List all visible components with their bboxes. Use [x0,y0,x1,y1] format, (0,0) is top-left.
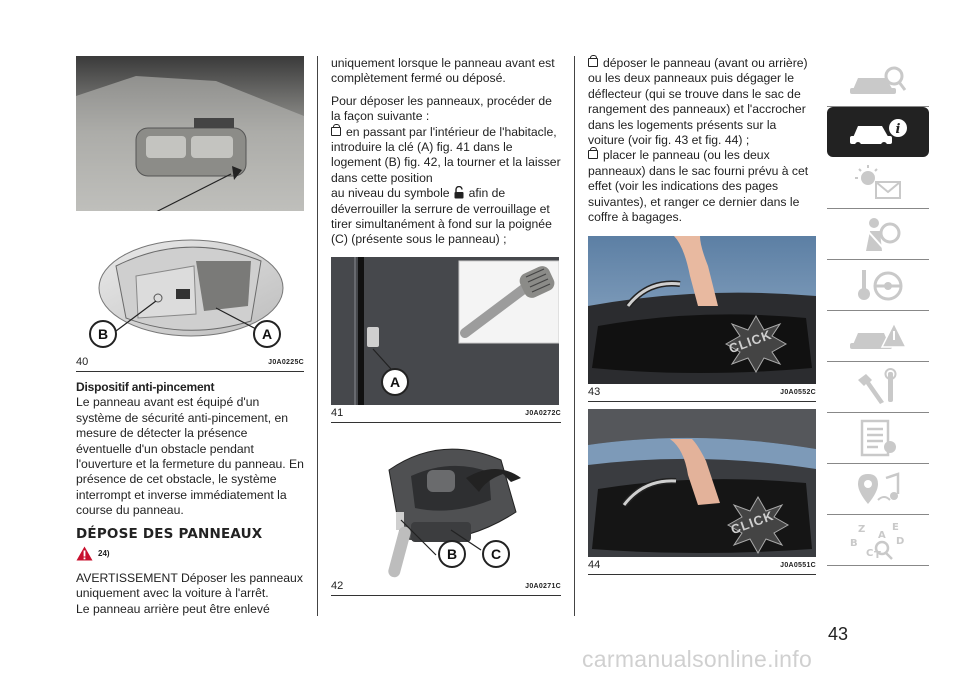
caption-rule [331,595,561,596]
multimedia-music-icon [848,470,908,508]
callout-b: B [89,320,117,348]
click-label: CLICK [728,508,776,538]
caption-rule [76,371,304,372]
subheading: Dispositif anti-pincement [76,380,215,394]
warning-triangle-icon [76,546,93,561]
car-dashboard-search-icon [848,64,908,98]
callout-a: A [253,320,281,348]
bullet-1-continued: au niveau du symbole afin de [331,186,506,201]
figure-42-image [331,430,559,578]
watermark: carmanualsonline.info [582,646,813,672]
figure-41-image [331,257,559,405]
warning-number: 24) [98,549,110,559]
figure-code: J0A0551C [780,562,816,570]
bullet-3: placer le panneau (ou les deux panneaux) dans le sac fourni prévu à cet effet (voir les indications des pages suivantes), et ranger ce dernier dans le coffre à bagages. [588,148,809,225]
warning-reference [76,546,304,561]
figure-number: 44 [588,559,601,572]
sidebar-item-index[interactable] [827,515,929,566]
sidebar-item-multimedia[interactable] [827,464,929,515]
index-letter-t: T [874,550,881,560]
caption-rule [588,574,816,575]
figure-44-image [588,409,816,557]
figure-code: J0A0552C [780,389,816,397]
sidebar-item-safety[interactable] [827,209,929,260]
page-number: 43 [828,624,849,644]
column-divider [574,56,575,616]
figure-code: J0A0225C [268,359,304,366]
intro-text: uniquement lorsque le panneau avant est complètement fermé ou déposé. [331,56,555,86]
sidebar-item-dashboard[interactable] [827,56,929,107]
figure-number: 42 [331,579,344,592]
index-letter-z: Z [858,524,866,535]
column-divider [317,56,318,616]
index-letter-a: A [878,530,886,541]
figure-40-image [76,56,304,354]
chapter-sidebar [827,56,929,566]
sidebar-item-car-info[interactable] [827,107,929,157]
index-letter-c: C [866,548,874,559]
caption-rule [331,422,561,423]
alphabetical-index-icon [848,520,908,560]
figure-43-caption [588,386,816,398]
warning-text: AVERTISSEMENT Déposer les panneaux uniquement avec la voiture à l'arrêt. [76,571,303,601]
airbag-seatbelt-icon [848,215,908,253]
callout-b: B [438,540,466,568]
index-letter-d: D [896,536,905,547]
bullet-icon [331,127,341,136]
car-info-icon [846,114,910,150]
figure-42-caption [331,580,561,592]
sidebar-item-emergency[interactable] [827,311,929,362]
caption-rule [588,401,816,402]
figure-number: 40 [76,356,89,368]
bullet-1: en passant par l'intérieur de l'habitacle, introduire la clé (A) fig. 41 dans le logement (B) fig. 42, la tourner et la laisser dans cette position [331,124,561,185]
unlock-icon [454,186,464,199]
figure-44-caption [588,559,816,571]
figure-41-caption [331,407,561,419]
sidebar-item-specifications[interactable] [827,413,929,464]
figure-number: 43 [588,386,601,399]
figure-40-caption [76,356,304,368]
figure-43-image [588,236,816,384]
figure-code: J0A0271C [525,582,561,590]
column-2 [331,56,561,596]
section-heading: DÉPOSE DES PANNEAUX [76,525,263,542]
column-1 [76,56,304,617]
figure-code: J0A0272C [525,409,561,417]
wrench-tools-icon [848,368,908,406]
specifications-list-icon [848,419,908,457]
sidebar-item-starting-driving[interactable] [827,260,929,311]
bullet-1-end: déverrouiller la serrure de verrouillage et tirer simultanément à fond sur la poignée (C) (présente sous le panneau) ; [331,201,552,247]
rear-panel-text: Le panneau arrière peut être enlevé [76,601,270,616]
procedure-intro: Pour déposer les panneaux, procéder de la façon suivante : [331,93,552,124]
sidebar-item-maintenance[interactable] [827,362,929,413]
gear-steering-wheel-icon [848,266,908,304]
bullet-icon [588,150,598,159]
svg-text:i: i [895,122,901,137]
callout-a: A [381,368,409,396]
callout-c: C [482,540,510,568]
bullet-2: déposer le panneau (avant ou arrière) ou les deux panneaux puis dégager le déflecteur (qui se trouve dans le sac de rangement des panneaux) et l'accrocher dans les logements présents sur la voiture (voir fig. 43 et fig. 44) ; [588,56,808,148]
figure-number: 41 [331,406,344,419]
index-letter-e: E [892,522,899,533]
paragraph: Le panneau avant est équipé d'un système de sécurité anti-pincement, en mesure de détecter la présence éventuelle d'un obstacle pendant l'ouverture et la fermeture du panneau. En présence de cet obstacle, le système interrompt et inverse immédiatement la course du panneau. [76,395,304,518]
column-3 [588,56,816,575]
car-breakdown-warning-icon [848,317,908,355]
index-letter-b: B [850,538,858,549]
sidebar-item-warning-lights[interactable] [827,158,929,209]
click-label: CLICK [726,327,774,357]
bullet-icon [588,58,598,67]
warning-light-mail-icon [848,164,908,202]
